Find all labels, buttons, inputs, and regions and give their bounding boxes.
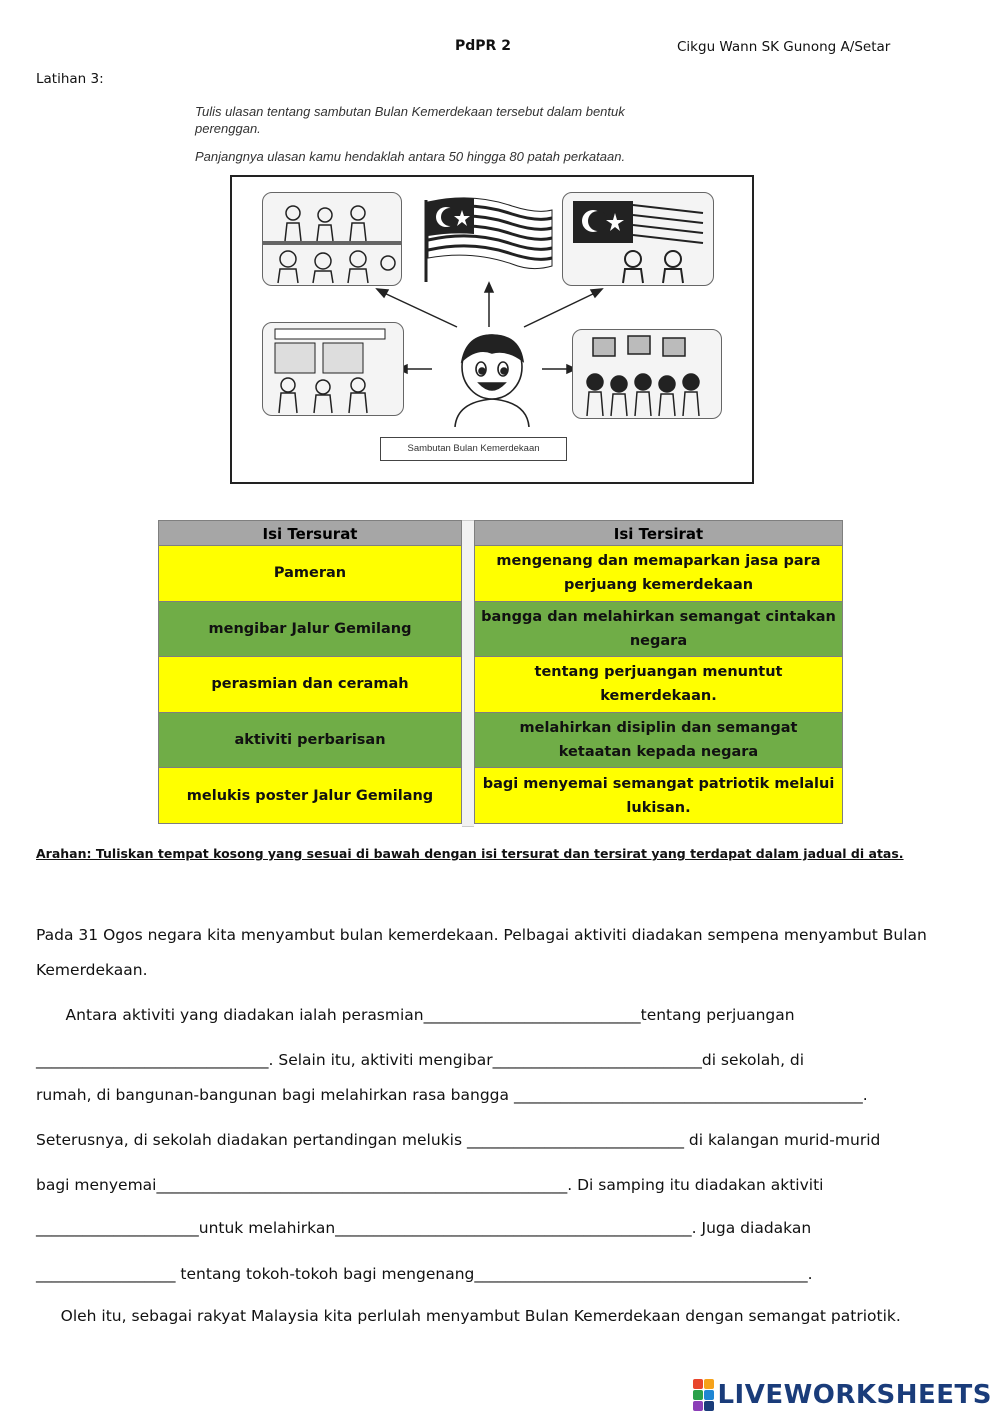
- table-cell: bagi menyemai semangat patriotik melalui lukisan.: [474, 768, 843, 824]
- instruction-line-3: Panjangnya ulasan kamu hendaklah antara 50 hingga 80 patah perkataan.: [195, 149, 626, 164]
- table-cell: melahirkan disiplin dan semangat ketaatan kepada negara: [474, 713, 843, 769]
- liveworksheets-icon: [693, 1379, 714, 1411]
- passage-line: Kemerdekaan.: [36, 961, 148, 979]
- table-cell: perasmian dan ceramah: [158, 657, 462, 713]
- passage-line[interactable]: rumah, di bangunan-bangunan bagi melahirkan rasa bangga _____________________________________________.: [36, 1086, 868, 1104]
- teacher-name: Cikgu Wann SK Gunong A/Setar: [677, 39, 891, 55]
- passage-line[interactable]: ______________________________. Selain itu, aktiviti mengibar___________________________di sekolah, di: [36, 1051, 805, 1069]
- passage-line: Oleh itu, sebagai rakyat Malaysia kita perlulah menyambut Bulan Kemerdekaan dengan semangat patriotik.: [36, 1307, 901, 1325]
- instruction-line-2: perenggan.: [195, 121, 261, 136]
- illustration-frame: [230, 175, 754, 484]
- passage-line[interactable]: Seterusnya, di sekolah diadakan pertandingan melukis ____________________________ di kalangan murid-murid: [36, 1131, 881, 1149]
- table-cell: mengenang dan memaparkan jasa para perjuang kemerdekaan: [474, 546, 843, 602]
- liveworksheets-wordmark: LIVEWORKSHEETS: [717, 1380, 992, 1410]
- arahan-instruction: Arahan: Tuliskan tempat kosong yang sesuai di bawah dengan isi tersurat dan tersirat yang terdapat dalam jadual di atas.: [36, 846, 904, 861]
- scene-exhibition: [262, 322, 404, 416]
- instruction-line-1: Tulis ulasan tentang sambutan Bulan Kemerdekaan tersebut dalam bentuk: [195, 104, 625, 119]
- table-column-tersurat: [158, 520, 462, 824]
- exhibition-drawing: [263, 323, 403, 415]
- table-cell: bangga dan melahirkan semangat cintakan negara: [474, 602, 843, 658]
- page-title: PdPR 2: [455, 38, 511, 54]
- liveworksheets-logo: [693, 1379, 992, 1411]
- table-cell: mengibar Jalur Gemilang: [158, 602, 462, 658]
- table-cell: tentang perjuangan menuntut kemerdekaan.: [474, 657, 843, 713]
- boy-illustration: [437, 327, 547, 427]
- passage-line: Pada 31 Ogos negara kita menyambut bulan kemerdekaan. Pelbagai aktiviti diadakan sempena menyambut Bulan: [36, 926, 927, 944]
- passage-line[interactable]: __________________ tentang tokoh-tokoh bagi mengenang___________________________________________.: [36, 1265, 813, 1283]
- illustration-caption: Sambutan Bulan Kemerdekaan: [380, 437, 567, 461]
- table-cell: aktiviti perbarisan: [158, 713, 462, 769]
- table-header-tersirat: Isi Tersirat: [474, 520, 843, 546]
- table-cell: melukis poster Jalur Gemilang: [158, 768, 462, 824]
- table-divider: [462, 520, 474, 827]
- table-column-tersirat: [474, 520, 843, 824]
- table-header-tersurat: Isi Tersurat: [158, 520, 462, 546]
- parade-drawing: [573, 330, 721, 418]
- scene-parade: [572, 329, 722, 419]
- passage-line[interactable]: _____________________untuk melahirkan______________________________________________. Juga diadakan: [36, 1219, 812, 1237]
- boy-face-drawing: [437, 327, 547, 427]
- passage-line[interactable]: Antara aktiviti yang diadakan ialah perasmian____________________________tentang perjuangan: [36, 1006, 795, 1024]
- passage-line[interactable]: bagi menyemai_____________________________________________________. Di samping itu diadakan aktiviti: [36, 1176, 824, 1194]
- exercise-label: Latihan 3:: [36, 71, 104, 87]
- table-cell: Pameran: [158, 546, 462, 602]
